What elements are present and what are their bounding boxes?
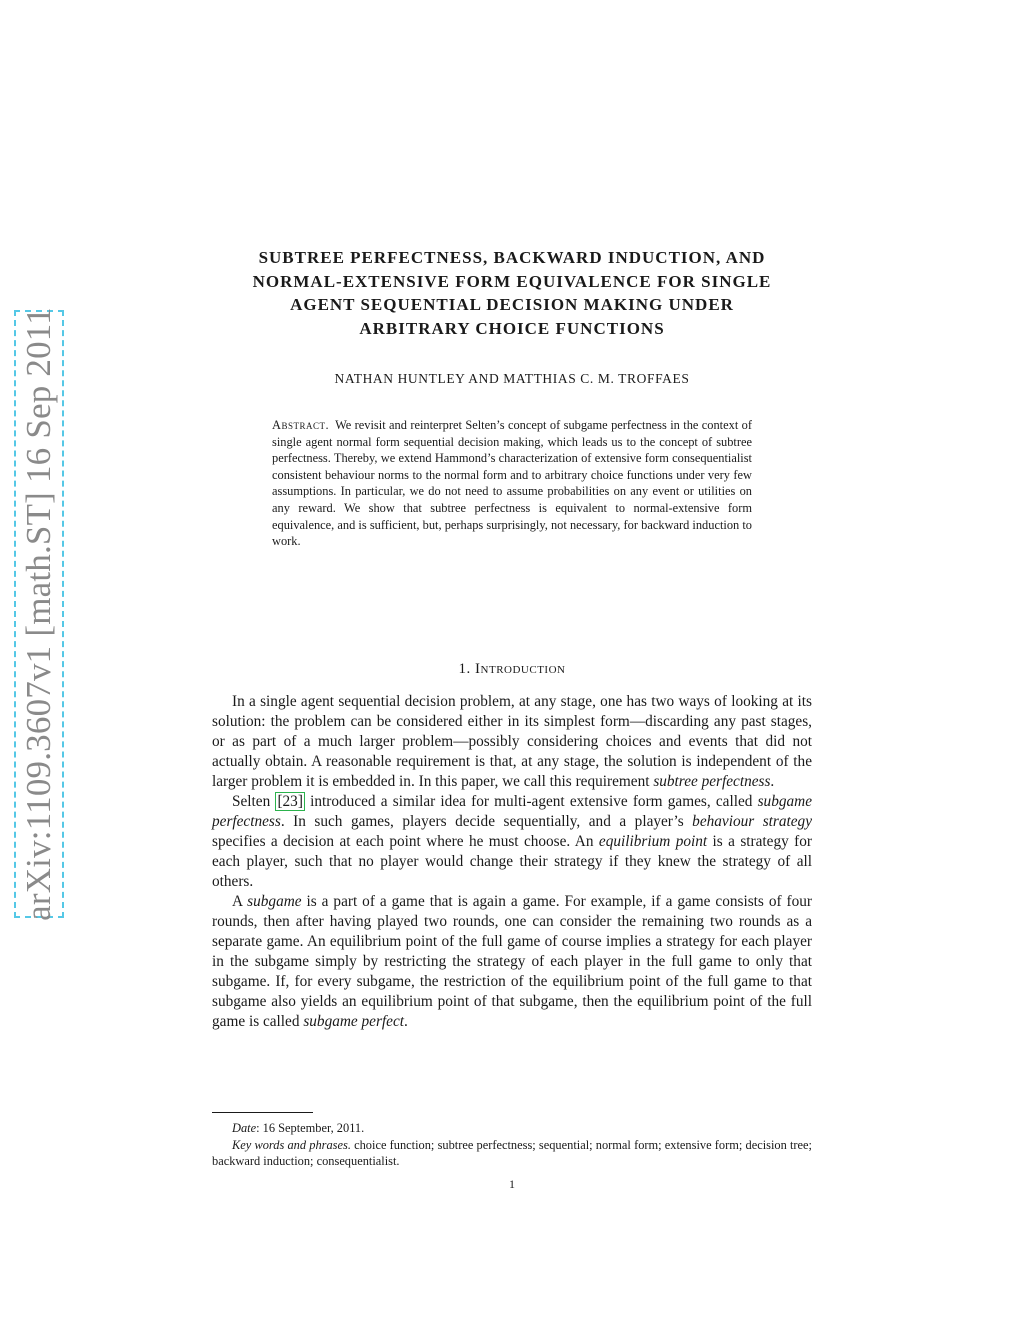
footnote-text: choice function; subtree perfectness; sequential; normal form; extensive form; decision tree; backward induction; consequentialist.: [212, 1137, 812, 1168]
title-line: AGENT SEQUENTIAL DECISION MAKING UNDER: [290, 295, 734, 314]
paragraph: [212, 692, 812, 792]
footnote-keywords: [212, 1137, 812, 1170]
abstract: [272, 417, 752, 550]
emphasis: behaviour strategy: [692, 813, 812, 830]
emphasis: subgame perfectness: [212, 793, 812, 830]
abstract-heading: Abstract.: [272, 418, 330, 432]
arxiv-identifier: arXiv:1109.3607v1 [math.ST] 16 Sep 2011: [19, 307, 58, 921]
paragraph-text: Selten: [232, 793, 276, 810]
paragraph-text: is a part of a game that is again a game. For example, if a game consists of four rounds, then after having played two rounds, one can consider the remaining two rounds as a separate game. An equilibrium point of the full game of course implies a strategy for each player in the subgame simply by restricting the strategy of each player in the full game to only that subgame. If, for every subgame, the restriction of the equilibrium point of the full game to that subgame also yields an equilibrium point of that subgame, then the equilibrium point of the full game is called: [212, 893, 813, 1030]
emphasis: equilibrium point: [598, 833, 708, 850]
body-text: [212, 692, 812, 1032]
footnote-divider: [212, 1112, 313, 1113]
paragraph-text: A: [232, 893, 248, 910]
title-line: NORMAL-EXTENSIVE FORM EQUIVALENCE FOR SINGLE: [252, 271, 772, 291]
footnote-date: [212, 1120, 812, 1137]
paragraph-text: introduced a similar idea for multi-agent extensive form games, called: [304, 793, 758, 810]
paragraph-text: .: [770, 773, 775, 790]
emphasis: subgame: [247, 893, 302, 910]
paragraph: [212, 892, 812, 1032]
paragraph-text: In a single agent sequential decision problem, at any stage, one has two ways of looking at its solution: the problem can be considered either in its simplest form—discarding any past stages, or as part of a much larger problem—possibly considering choices and events that did not actually obtain. A reasonable requirement is that, at any stage, the solution is independent of the larger problem it is embedded in. In this paper, we call this requirement: [212, 693, 812, 790]
citation-link[interactable]: [23]: [277, 793, 303, 810]
emphasis: subtree perfectness: [653, 773, 771, 790]
title-line: ARBITRARY CHOICE FUNCTIONS: [359, 318, 665, 338]
abstract-text: We revisit and reinterpret Selten’s concept of subgame perfectness in the context of single agent normal form sequential decision making, which leads us to the concept of subtree perfectness. Thereby, we extend Hammond’s characterization of extensive form consequentialist consistent behaviour norms to the normal form and to arbitrary choice functions under very few assumptions. In particular, we do not need to assume probabilities on any event or utilities on any reward. We show that subtree perfectness is equivalent to normal-extensive form equivalence, and is sufficient, but, perhaps surprisingly, not necessary, for backward induction to work.: [272, 418, 752, 549]
footnotes: [212, 1120, 812, 1170]
footnote-label: Date: [232, 1121, 257, 1135]
paragraph: [212, 792, 812, 892]
paragraph-text: . In such games, players decide sequentially, and a player’s: [280, 813, 693, 830]
section-number: 1.: [458, 661, 471, 677]
paper-authors: NATHAN HUNTLEY AND MATTHIAS C. M. TROFFAES: [334, 371, 690, 386]
title-line: SUBTREE PERFECTNESS, BACKWARD INDUCTION, AND: [258, 248, 766, 267]
paper-title: [212, 246, 812, 340]
page-number: 1: [509, 1177, 515, 1191]
paragraph-text: specifies a decision at each point where he must choose. An: [212, 833, 599, 850]
section-heading: [212, 661, 812, 678]
arxiv-identifier-stamp: [14, 307, 64, 921]
section-title: Introduction: [475, 661, 566, 677]
paragraph-text: is a strategy for each player, such that no player would change their strategy if they knew the strategy of all others.: [212, 833, 812, 890]
footnote-label: Key words and phrases.: [232, 1137, 351, 1152]
emphasis: subgame perfect: [303, 1013, 405, 1030]
footnote-text: : 16 September, 2011.: [256, 1121, 365, 1135]
paragraph-text: .: [404, 1013, 408, 1030]
